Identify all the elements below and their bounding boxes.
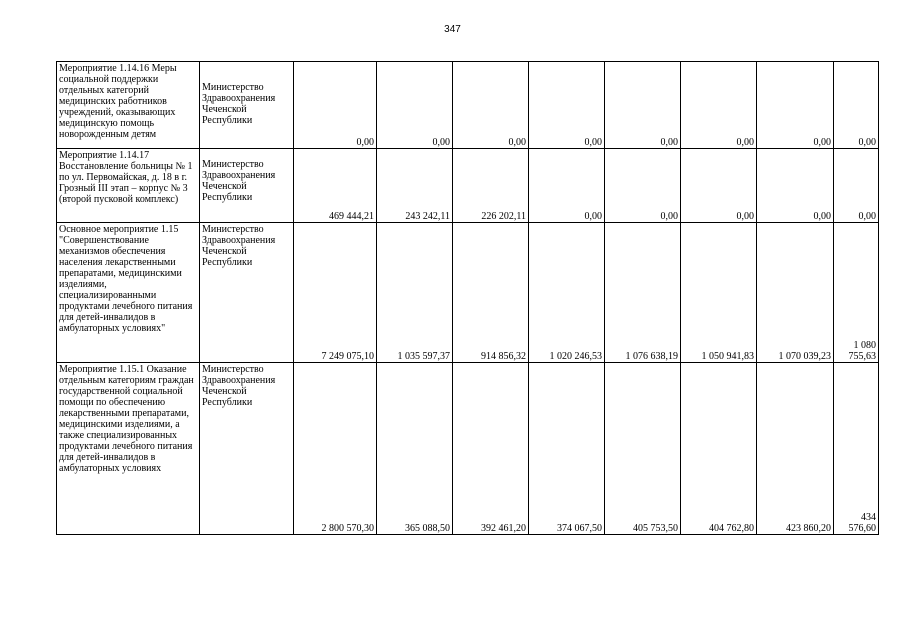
organization-cell: Министерство Здравоохранения Чеченской Республики	[200, 363, 294, 535]
table-row	[57, 62, 879, 149]
value-cell: 1 070 039,23	[757, 223, 834, 363]
value-cell: 7 249 075,10	[294, 223, 377, 363]
value-cell: 365 088,50	[377, 363, 453, 535]
page-number: 347	[444, 24, 461, 35]
value-cell: 0,00	[605, 62, 681, 149]
value-cell: 914 856,32	[453, 223, 529, 363]
value-cell: 434 576,60	[834, 363, 879, 535]
activity-name-cell: Основное мероприятие 1.15 "Совершенствование механизмов обеспечения населения лекарственными препаратами, медицинскими изделиями, специализированными продуктами лечебного питания для детей-инвалидов в амбулаторных условиях"	[57, 223, 200, 363]
value-cell: 0,00	[294, 62, 377, 149]
value-cell: 469 444,21	[294, 149, 377, 223]
value-cell: 0,00	[681, 149, 757, 223]
value-cell: 404 762,80	[681, 363, 757, 535]
organization-cell: Министерство Здравоохранения Чеченской Республики	[200, 149, 294, 223]
value-cell: 0,00	[757, 149, 834, 223]
value-cell: 1 020 246,53	[529, 223, 605, 363]
value-cell: 423 860,20	[757, 363, 834, 535]
budget-table	[56, 61, 879, 535]
value-cell: 1 050 941,83	[681, 223, 757, 363]
value-cell: 374 067,50	[529, 363, 605, 535]
value-cell: 226 202,11	[453, 149, 529, 223]
value-cell: 392 461,20	[453, 363, 529, 535]
value-cell: 405 753,50	[605, 363, 681, 535]
value-cell: 1 080 755,63	[834, 223, 879, 363]
value-cell: 0,00	[529, 62, 605, 149]
organization-cell: Министерство Здравоохранения Чеченской Республики	[200, 62, 294, 149]
value-cell: 243 242,11	[377, 149, 453, 223]
table-row	[57, 149, 879, 223]
activity-name-cell: Мероприятие 1.14.16 Меры социальной поддержки отдельных категорий медицинских работников учреждений, оказывающих медицинскую помощь новорожденным детям	[57, 62, 200, 149]
activity-name-cell: Мероприятие 1.15.1 Оказание отдельным категориям граждан государственной социальной помощи по обеспечению лекарственными препаратами, медицинскими изделиями, а также специализированных продуктами лечебного питания для детей-инвалидов в амбулаторных условиях	[57, 363, 200, 535]
table-row	[57, 223, 879, 363]
value-cell: 0,00	[529, 149, 605, 223]
table-row	[57, 363, 879, 535]
value-cell: 2 800 570,30	[294, 363, 377, 535]
activity-name-cell: Мероприятие 1.14.17 Восстановление больницы № 1 по ул. Первомайская, д. 18 в г. Грозный III этап – корпус № 3 (второй пусковой комплекс)	[57, 149, 200, 223]
value-cell: 0,00	[757, 62, 834, 149]
value-cell: 1 076 638,19	[605, 223, 681, 363]
value-cell: 1 035 597,37	[377, 223, 453, 363]
value-cell: 0,00	[834, 149, 879, 223]
organization-cell: Министерство Здравоохранения Чеченской Республики	[200, 223, 294, 363]
value-cell: 0,00	[834, 62, 879, 149]
value-cell: 0,00	[453, 62, 529, 149]
value-cell: 0,00	[377, 62, 453, 149]
value-cell: 0,00	[681, 62, 757, 149]
value-cell: 0,00	[605, 149, 681, 223]
